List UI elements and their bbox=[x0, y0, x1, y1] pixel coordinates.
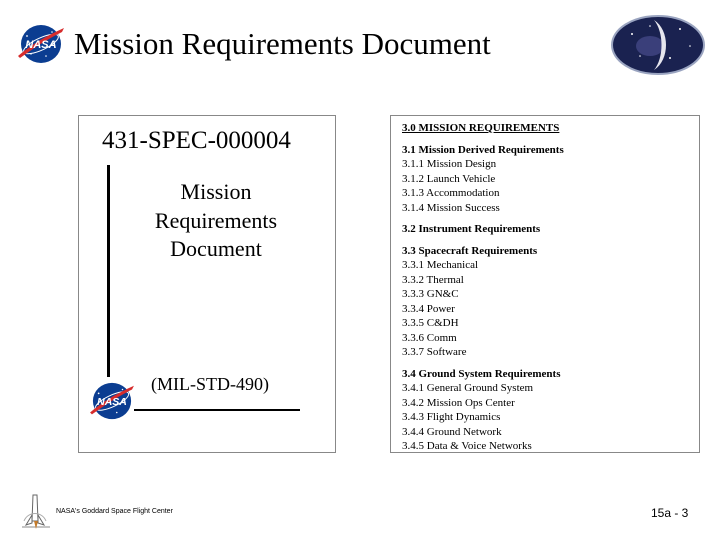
mission-emblem-icon bbox=[610, 14, 706, 76]
outline-item: 3.1.1 Mission Design bbox=[402, 158, 497, 170]
outline-section-title: 3.3 Spacecraft Requirements bbox=[402, 244, 538, 257]
svg-text:NASA: NASA bbox=[97, 395, 127, 408]
nasa-logo-icon bbox=[88, 380, 136, 422]
document-name bbox=[130, 178, 302, 264]
page-number: 15a - 3 bbox=[651, 506, 689, 520]
outline-item: 3.4.4 Ground Network bbox=[402, 425, 502, 438]
outline-item: 3.3.2 Thermal bbox=[402, 273, 464, 286]
outline-section-title: 3.1 Mission Derived Requirements bbox=[402, 143, 564, 156]
outline-item: 3.1.2 Launch Vehicle bbox=[402, 172, 496, 185]
requirements-outline bbox=[402, 121, 564, 454]
outline-item: 3.3.7 Software bbox=[402, 346, 467, 358]
outline-item: 3.1.4 Mission Success bbox=[402, 201, 500, 214]
outline-item: 3.3.3 GN&C bbox=[402, 288, 459, 300]
document-name-line: Requirements bbox=[154, 207, 278, 233]
document-vertical-rule bbox=[107, 165, 110, 377]
outline-item: 3.4.1 General Ground System bbox=[402, 382, 534, 394]
document-standard: (MIL-STD-490) bbox=[151, 374, 269, 394]
outline-item: 3.3.6 Comm bbox=[402, 331, 457, 344]
outline-section-title: 3.2 Instrument Requirements bbox=[402, 223, 541, 235]
outline-heading: 3.0 MISSION REQUIREMENTS bbox=[402, 122, 560, 134]
outline-item: 3.3.4 Power bbox=[402, 302, 455, 315]
document-horizontal-rule bbox=[134, 409, 300, 411]
document-name-line: Mission bbox=[180, 179, 252, 204]
goddard-rocket-logo-icon bbox=[16, 491, 56, 531]
slide-title: Mission Requirements Document bbox=[74, 26, 491, 61]
document-number: 431-SPEC-000004 bbox=[102, 127, 291, 154]
outline-item: 3.4.5 Data & Voice Networks bbox=[402, 440, 532, 452]
document-name-line: Document bbox=[170, 236, 262, 261]
footer-organization: NASA's Goddard Space Flight Center bbox=[56, 508, 173, 515]
outline-item: 3.3.5 C&DH bbox=[402, 317, 459, 329]
outline-item: 3.1.3 Accommodation bbox=[402, 187, 500, 199]
svg-text:NASA: NASA bbox=[25, 39, 57, 51]
outline-item: 3.4.3 Flight Dynamics bbox=[402, 411, 501, 423]
outline-item: 3.3.1 Mechanical bbox=[402, 259, 479, 271]
nasa-logo-icon bbox=[16, 22, 66, 66]
outline-item: 3.4.2 Mission Ops Center bbox=[402, 396, 515, 409]
outline-section-title: 3.4 Ground System Requirements bbox=[402, 367, 561, 380]
